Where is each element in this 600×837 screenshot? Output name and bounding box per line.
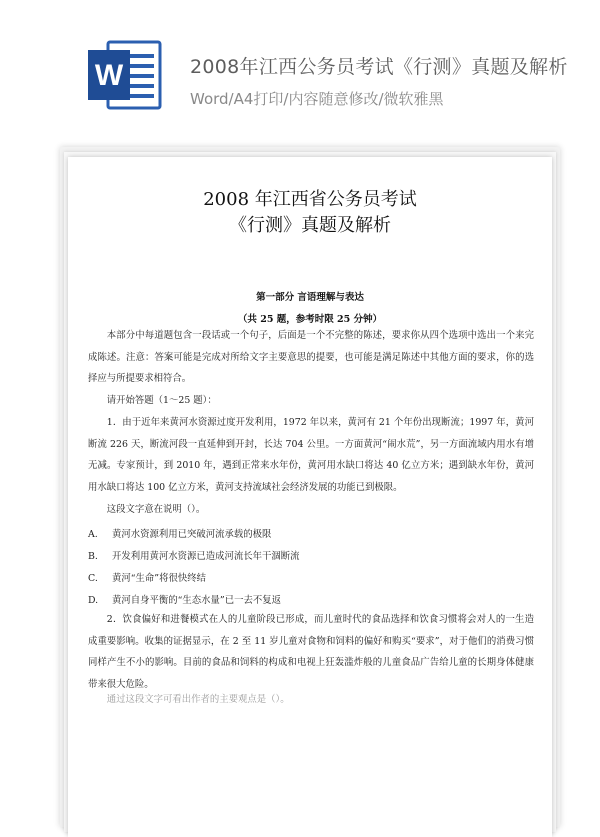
- question-1-prompt: 这段文字意在说明（）。: [106, 504, 206, 515]
- option-letter: A.: [88, 529, 98, 540]
- option-letter: D.: [88, 595, 99, 606]
- option-text: 黄河水资源利用已突破河流承载的极限: [112, 529, 272, 540]
- section-intro-paragraph: 本部分中每道题包含一段话或一个句子，后面是一个不完整的陈述，要求你从四个选项中选出一个来完成陈述。注意：答案可能是完成对所给文字主要意思的提要，也可能是满足陈述中其他方面的要求，你的选择应与所提要求相符合。: [88, 330, 534, 384]
- question-1-option-a: [88, 526, 534, 540]
- document-title-line-2: 《行测》真题及解析: [229, 215, 391, 236]
- page-header: [0, 0, 600, 150]
- word-logo-letter: W: [94, 59, 124, 92]
- question-1-option-b: [88, 548, 534, 562]
- section-title: 第一部分 言语理解与表达: [256, 292, 364, 303]
- question-2-prompt: 通过这段文字可看出作者的主要观点是（）。: [106, 694, 290, 705]
- option-text: 黄河自身平衡的“生态水量”已一去不复返: [112, 595, 281, 606]
- word-document-icon: [86, 38, 162, 112]
- document-title: [68, 187, 552, 239]
- question-1-text: 1．由于近年来黄河水资源过度开发利用，1972 年以来，黄河有 21 个年份出现断流；1997 年，黄河断流 226 天，断流河段一直延伸到开封，长达 704 公里。一方面黄河“闹水荒”，另一方面流域内用水有增无减。专家预计，到 2010 年，遇到正常来水年份，黄河用水缺口将达 40 亿立方米；遇到缺水年份，黄河用水缺口将达 100 亿立方米，黄河支持流域社会经济发展的功能已到极限。: [88, 417, 534, 493]
- document-page-preview: [68, 157, 552, 837]
- option-letter: C.: [88, 573, 98, 584]
- document-listing-title: 2008年江西公务员考试《行测》真题及解析: [190, 56, 568, 78]
- option-text: 开发利用黄河水资源已造成河流长年干涸断流: [112, 551, 300, 562]
- answer-instruction: 请开始答题（1～25 题）：: [106, 395, 217, 406]
- question-2-text: 2．饮食偏好和进餐模式在人的儿童阶段已形成，而儿童时代的食品选择和饮食习惯将会对人的一生造成重要影响。收集的证据显示，在 2 至 11 岁儿童对食物和饲料的偏好和购买“要求”，对于他们的消费习惯同样产生不小的影响。目前的食品和饲料的构成和电视上狂轰滥炸般的儿童食品广告给儿童的长期身体健康带来很大危险。: [88, 614, 534, 690]
- section-subtitle: （共 25 题，参考时限 25 分钟）: [237, 314, 383, 325]
- document-title-line-1: 2008 年江西省公务员考试: [203, 189, 417, 210]
- question-1-option-c: [88, 570, 534, 584]
- option-letter: B.: [88, 551, 98, 562]
- question-1-option-d: [88, 592, 534, 606]
- document-listing-subtitle: Word/A4打印/内容随意修改/微软雅黑: [190, 90, 444, 108]
- option-text: 黄河“生命”将很快终结: [112, 573, 206, 584]
